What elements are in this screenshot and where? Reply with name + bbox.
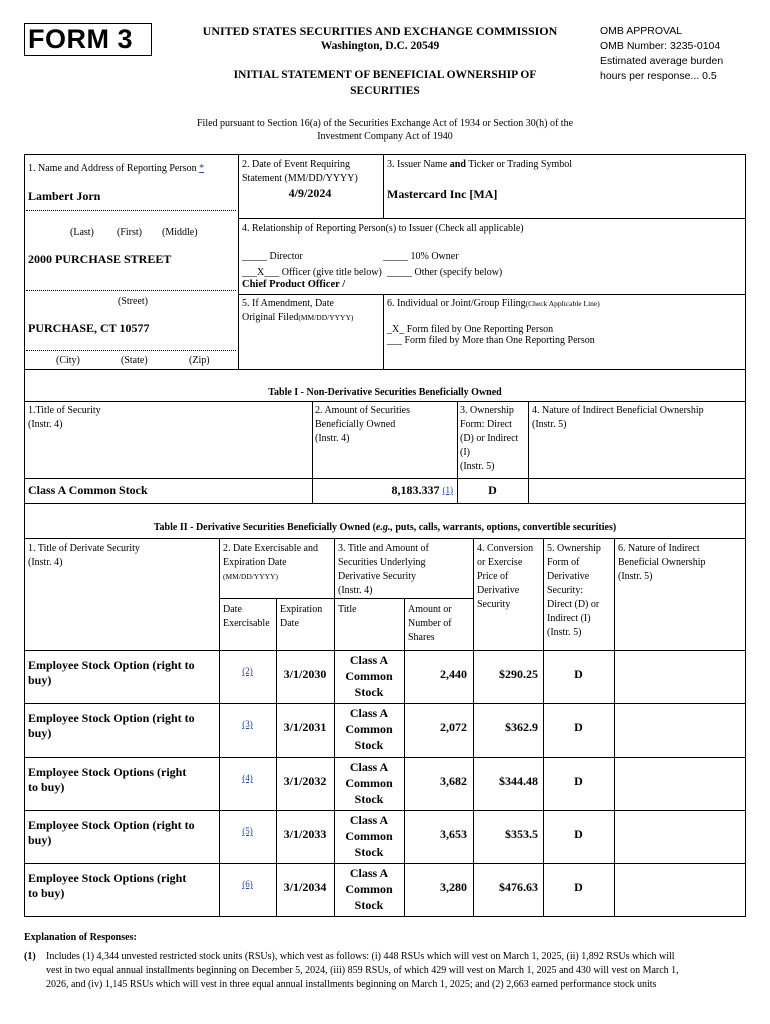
date-exercisable-footnote-link[interactable]: (3) [242, 719, 253, 729]
ownership-form: D [574, 827, 583, 841]
director-option[interactable]: _____ Director [242, 251, 303, 262]
box2-label: 2. Date of Event Requiring Statement (MM/DD/YYYY) [242, 159, 358, 184]
conversion-price: $290.25 [499, 667, 538, 681]
reporting-person-name: Lambert Jorn [28, 189, 101, 203]
more-reporting-persons-option[interactable]: ___ Form filed by More than One Reporting Person [387, 335, 595, 346]
conversion-price: $344.48 [499, 774, 538, 788]
omb-box [600, 24, 760, 84]
underlying-shares: 3,280 [440, 880, 467, 894]
table1-col1-header: 1.Title of Security (Instr. 4) [28, 405, 101, 430]
city-label: (City) [56, 355, 80, 366]
table2-col3-header: 3. Title and Amount of Securities Underlying Derivative Security (Instr. 4) [338, 543, 429, 596]
table2-col4-header: 4. Conversion or Exercise Price of Derivative Security [477, 543, 534, 610]
derivative-title: Employee Stock Option (right to buy) [28, 711, 195, 740]
derivative-title: Employee Stock Options (right to buy) [28, 871, 187, 900]
state-label: (State) [121, 355, 148, 366]
officer-title: Chief Product Officer / [242, 279, 346, 290]
table1-col4-header: 4. Nature of Indirect Beneficial Ownership (Instr. 5) [532, 405, 704, 430]
omb-burden-line1: Estimated average burden [600, 55, 724, 67]
other-option[interactable]: _____ Other (specify below) [387, 267, 503, 278]
street-address: 2000 PURCHASE STREET [28, 252, 172, 266]
table2-col5-header: 5. Ownership Form of Derivative Security: Direct (D) or Indirect (I) (Instr. 5) [547, 543, 601, 638]
zip-label: (Zip) [189, 355, 210, 366]
box1-label: 1. Name and Address of Reporting Person * [28, 163, 205, 174]
underlying-shares: 2,072 [440, 720, 467, 734]
expiration-date: 3/1/2031 [283, 720, 327, 734]
issuer-name: Mastercard Inc [MA] [387, 187, 498, 201]
expiration-date: 3/1/2030 [283, 667, 327, 681]
table2-date-exercisable-header: Date Exercisable [223, 604, 270, 629]
footnote-1-number: (1) [24, 951, 36, 962]
box3-label: 3. Issuer Name and Ticker or Trading Symbol [387, 159, 573, 170]
table1-ownership-form: D [488, 483, 497, 497]
conversion-price: $362.9 [505, 720, 538, 734]
table2-shares-header: Amount or Number of Shares [408, 604, 452, 643]
agency-name: UNITED STATES SECURITIES AND EXCHANGE COMMISSION [202, 24, 558, 38]
derivative-title: Employee Stock Option (right to buy) [28, 658, 195, 687]
table2-col2-header: 2. Date Exercisable and Expiration Date (MM/DD/YYYY) [223, 543, 318, 581]
conversion-price: $476.63 [499, 880, 538, 894]
date-exercisable-footnote-link[interactable]: (2) [242, 666, 253, 676]
table1-title: Table I - Non-Derivative Securities Beneficially Owned [268, 387, 502, 398]
footnote-1-text: Includes (1) 4,344 unvested restricted stock units (RSUs), which vest as follows: (i) 448 RSUs which will vest on March 1, 2025, (ii) 1,892 RSUs which will vest in two equal annual installments beginning on December 5, 2024, (iii) 859 RSUs, of which 429 will vest on March 1, 2025 and 430 will vest on March 1, 2026, and (iv) 1,145 RSUs which will vest in three equal annual installments beginning on March 1, 2025; and (2) 2,663 earned performance stock units [46, 951, 679, 990]
first-label: (First) [117, 227, 142, 238]
last-label: (Last) [70, 227, 94, 238]
footnote-1-link[interactable]: (1) [442, 485, 453, 495]
filed-pursuant-line1: Filed pursuant to Section 16(a) of the Securities Exchange Act of 1934 or Section 30(h) of the [196, 118, 574, 129]
omb-approval: OMB APPROVAL [600, 25, 683, 37]
table1-col2-header: 2. Amount of Securities Beneficially Owned (Instr. 4) [315, 405, 410, 444]
expiration-date: 3/1/2032 [283, 774, 327, 788]
street-label: (Street) [118, 296, 148, 307]
table2-underlying-title-header: Title [338, 604, 357, 615]
ownership-form: D [574, 774, 583, 788]
omb-number: OMB Number: 3235-0104 [600, 40, 721, 52]
form-title: FORM 3 [24, 23, 152, 56]
table2-col1-header: 1. Title of Derivate Security (Instr. 4) [28, 543, 140, 568]
date-exercisable-footnote-link[interactable]: (4) [242, 773, 253, 783]
statement-title-line2: SECURITIES [350, 85, 420, 97]
middle-label: (Middle) [162, 227, 198, 238]
underlying-title: Class A Common Stock [345, 866, 393, 912]
underlying-title: Class A Common Stock [345, 813, 393, 859]
one-reporting-person-option[interactable]: _X_ Form filed by One Reporting Person [387, 324, 554, 335]
omb-burden-line2: hours per response... 0.5 [600, 70, 717, 82]
expiration-date: 3/1/2033 [283, 827, 327, 841]
officer-option[interactable]: ___X___ Officer (give title below) [242, 267, 382, 278]
ten-percent-owner-option[interactable]: _____ 10% Owner [383, 251, 459, 262]
underlying-shares: 2,440 [440, 667, 467, 681]
expiration-date: 3/1/2034 [283, 880, 327, 894]
underlying-shares: 3,653 [440, 827, 467, 841]
event-date: 4/9/2024 [288, 186, 332, 200]
ownership-form: D [574, 667, 583, 681]
date-exercisable-footnote-link[interactable]: (6) [242, 879, 253, 889]
ownership-form: D [574, 720, 583, 734]
derivative-title: Employee Stock Options (right to buy) [28, 765, 187, 794]
explanation-heading: Explanation of Responses: [24, 932, 137, 943]
conversion-price: $353.5 [505, 827, 538, 841]
table1-amount: 8,183.337 $^{(1)}$ [391, 483, 453, 497]
box4-label: 4. Relationship of Reporting Person(s) to Issuer (Check all applicable) [242, 223, 524, 234]
underlying-title: Class A Common Stock [345, 760, 393, 806]
table2-col6-header: 6. Nature of Indirect Beneficial Ownership (Instr. 5) [618, 543, 706, 582]
table1-col3-header: 3. Ownership Form: Direct (D) or Indirect (I) (Instr. 5) [460, 405, 519, 472]
underlying-title: Class A Common Stock [345, 653, 393, 699]
ownership-form: D [574, 880, 583, 894]
table2-title: Table II - Derivative Securities Beneficially Owned (e.g., puts, calls, warrants, options, convertible securities) [153, 522, 617, 533]
box5-label: 5. If Amendment, Date Original Filed(MM/DD/YYYY) [242, 298, 354, 323]
table2-expiration-header: Expiration Date [280, 604, 323, 629]
underlying-title: Class A Common Stock [345, 706, 393, 752]
omb-burden-value: 0.5 [702, 70, 717, 82]
box6-label: 6. Individual or Joint/Group Filing(Check Applicable Line) [387, 298, 600, 309]
agency-location: Washington, D.C. 20549 [320, 40, 440, 52]
date-exercisable-footnote-link[interactable]: (5) [242, 826, 253, 836]
underlying-shares: 3,682 [440, 774, 467, 788]
derivative-title: Employee Stock Option (right to buy) [28, 818, 195, 847]
filed-pursuant-line2: Investment Company Act of 1940 [317, 131, 453, 142]
table1-security-title: Class A Common Stock [28, 483, 148, 497]
statement-title-line1: INITIAL STATEMENT OF BENEFICIAL OWNERSHIP OF [233, 69, 537, 81]
city-state-zip: PURCHASE, CT 10577 [28, 321, 150, 335]
box1-footnote-link[interactable]: * [199, 163, 205, 174]
